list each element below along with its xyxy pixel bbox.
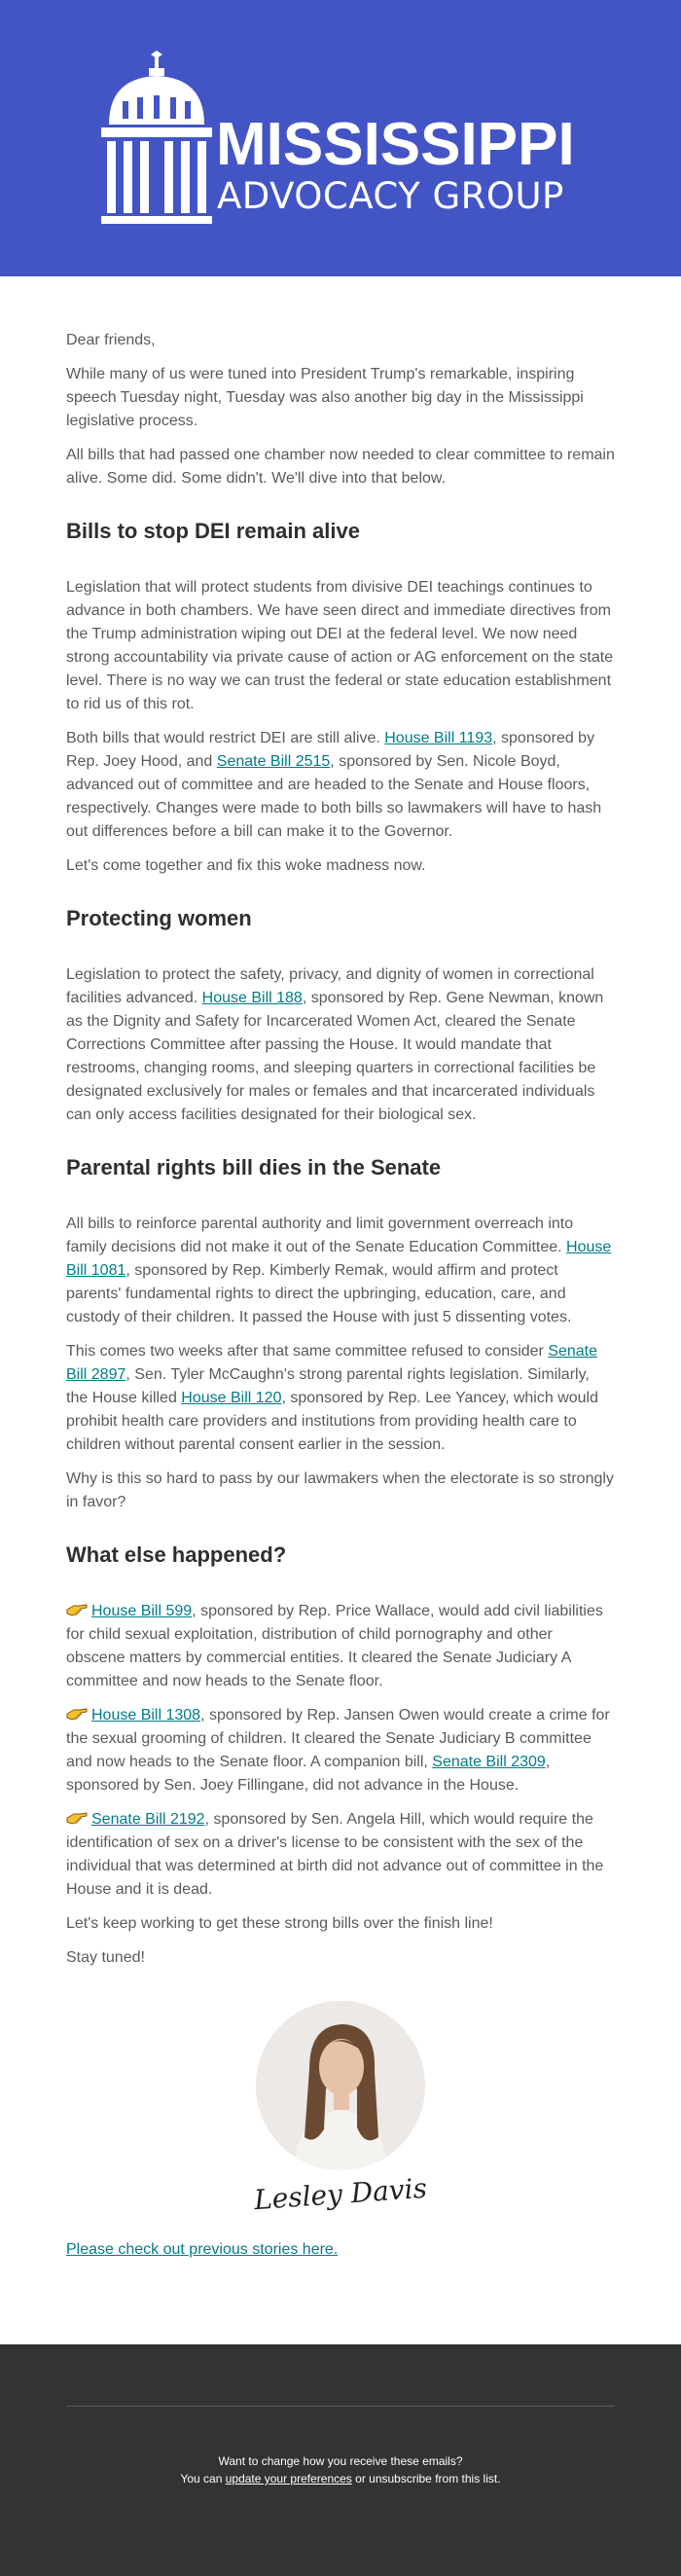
text: , sponsored by Sen. Joey Fillingane, did not advance in the House. — [66, 1754, 551, 1794]
link-senate-bill-2192[interactable]: Senate Bill 2192 — [91, 1811, 205, 1828]
footer — [0, 2344, 681, 2576]
text: , sponsored by Sen. Nicole Boyd, advanced out of committee and are headed to the Senate and House floors, respectively. Changes were made to both bills so lawmakers will have to hash out differences before a bill can make it to the Governor. — [66, 753, 602, 840]
text: You can — [180, 2472, 226, 2485]
link-house-bill-1193[interactable]: House Bill 1193 — [384, 730, 493, 746]
text: , sponsored by Rep. Joey Hood, and — [66, 730, 595, 770]
link-senate-bill-2309[interactable]: Senate Bill 2309 — [432, 1754, 546, 1770]
link-house-bill-1308[interactable]: House Bill 1308 — [91, 1707, 201, 1723]
women-paragraph-1 — [66, 963, 615, 1127]
closing-line-1: Let's keep working to get these strong bills over the finish line! — [66, 1915, 493, 1932]
footer-line-2 — [0, 2470, 681, 2487]
logo-subtitle: ADVOCACY GROUP — [217, 175, 564, 217]
text: , Sen. Tyler McCaughn's strong parental rights legislation. Similarly, the House killed — [66, 1366, 590, 1406]
text: or unsubscribe from this list. — [351, 2472, 501, 2485]
dei-paragraph-3: Let's come together and fix this woke madness now. — [66, 857, 426, 874]
signature-name: Lesley Davis — [252, 2171, 428, 2217]
intro-paragraph-1: While many of us were tuned into President Trump's remarkable, inspiring speech Tuesday night, Tuesday was also another big day in the Mississippi legislative process. — [66, 366, 584, 429]
link-house-bill-120[interactable]: House Bill 120 — [181, 1390, 282, 1406]
dei-paragraph-2 — [66, 727, 615, 844]
list-item — [66, 1704, 615, 1797]
footer-text — [0, 2452, 681, 2487]
greeting: Dear friends, — [66, 332, 156, 348]
footer-line-1: Want to change how you receive these emails? — [218, 2454, 463, 2468]
list-item — [66, 1808, 615, 1902]
footer-divider — [66, 2406, 615, 2407]
heading-what-else: What else happened? — [66, 1542, 287, 1567]
update-preferences-link[interactable]: update your preferences — [225, 2472, 352, 2485]
text: All bills to reinforce parental authority and limit government overreach into family decisions did not make it out of the Senate Education Committee. — [66, 1215, 574, 1255]
closing-line-2: Stay tuned! — [66, 1949, 145, 1966]
text: This comes two weeks after that same committee refused to consider — [66, 1343, 549, 1360]
pointing-hand-icon — [66, 1707, 88, 1722]
portrait-image — [256, 2001, 425, 2170]
avatar — [256, 2001, 425, 2170]
pointing-hand-icon — [66, 1811, 88, 1826]
pointing-hand-icon — [66, 1603, 88, 1617]
parental-paragraph-3: Why is this so hard to pass by our lawmakers when the electorate is so strongly in favor? — [66, 1470, 614, 1510]
text: Legislation to protect the safety, privacy, and dignity of women in correctional facilities advanced. — [66, 966, 594, 1006]
list-item — [66, 1600, 615, 1693]
text: , sponsored by Rep. Gene Newman, known as the Dignity and Safety for Incarcerated Women Act, cleared the Senate Corrections Committee after passing the House. It would mandate that restrooms, changing rooms, and sleeping quarters in correctional facilities be designated exclusively for males or females and that incarcerated individuals can only access facilities designated for their biological sex. — [66, 990, 604, 1123]
text: , sponsored by Rep. Price Wallace, would add civil liabilities for child sexual exploitation, distribution of child pornography and other obscene matters by commercial entities. It cleared the Senate Judiciary A committee and now heads to the Senate floor. — [66, 1603, 603, 1689]
email-body — [0, 276, 681, 2262]
heading-dei: Bills to stop DEI remain alive — [66, 519, 360, 543]
header-banner — [0, 0, 681, 276]
link-house-bill-188[interactable]: House Bill 188 — [201, 990, 303, 1006]
text: , sponsored by Rep. Jansen Owen would create a crime for the sexual grooming of children. It cleared the Senate Judiciary B committee and now heads to the Senate floor. A companion bill, — [66, 1707, 610, 1770]
link-senate-bill-2897[interactable]: Senate Bill 2897 — [66, 1343, 598, 1383]
parental-paragraph-1 — [66, 1213, 615, 1329]
stories-link-container — [66, 2238, 615, 2262]
heading-parental-rights: Parental rights bill dies in the Senate — [66, 1155, 442, 1179]
link-senate-bill-2515[interactable]: Senate Bill 2515 — [216, 753, 331, 770]
link-house-bill-599[interactable]: House Bill 599 — [91, 1603, 193, 1619]
logo-title: MISSISSIPPI — [216, 111, 575, 178]
text: , sponsored by Rep. Kimberly Remak, would affirm and protect parents' fundamental rights to direct the upbringing, education, care, and custody of their children. It passed the House with just 5 dissenting votes. — [66, 1262, 572, 1325]
dei-paragraph-1: Legislation that will protect students from divisive DEI teachings continues to advance in both chambers. We have seen direct and immediate directives from the Trump administration wiping out DEI at the federal level. We now need strong accountability via private cause of action or AG enforcement on the state level. There is no way we can trust the federal or state education establishment to rid us of this rot. — [66, 579, 614, 712]
heading-women: Protecting women — [66, 906, 252, 930]
intro-paragraph-2: All bills that had passed one chamber now needed to clear committee to remain alive. Some did. Some didn't. We'll dive into that below. — [66, 447, 615, 487]
previous-stories-link[interactable]: Please check out previous stories here. — [66, 2241, 339, 2258]
text: , sponsored by Rep. Lee Yancey, which would prohibit health care providers and institutions from providing health care to children without parental consent earlier in the session. — [66, 1390, 598, 1453]
parental-paragraph-2 — [66, 1340, 615, 1457]
link-house-bill-1081[interactable]: House Bill 1081 — [66, 1239, 612, 1279]
text: , sponsored by Sen. Angela Hill, which would require the identification of sex on a driver's license to be consistent with the sex of the individual that was determined at birth did not advance out of committee in the House and it is dead. — [66, 1811, 604, 1898]
text: Both bills that would restrict DEI are still alive. — [66, 730, 385, 746]
signature-block — [66, 2001, 615, 2217]
